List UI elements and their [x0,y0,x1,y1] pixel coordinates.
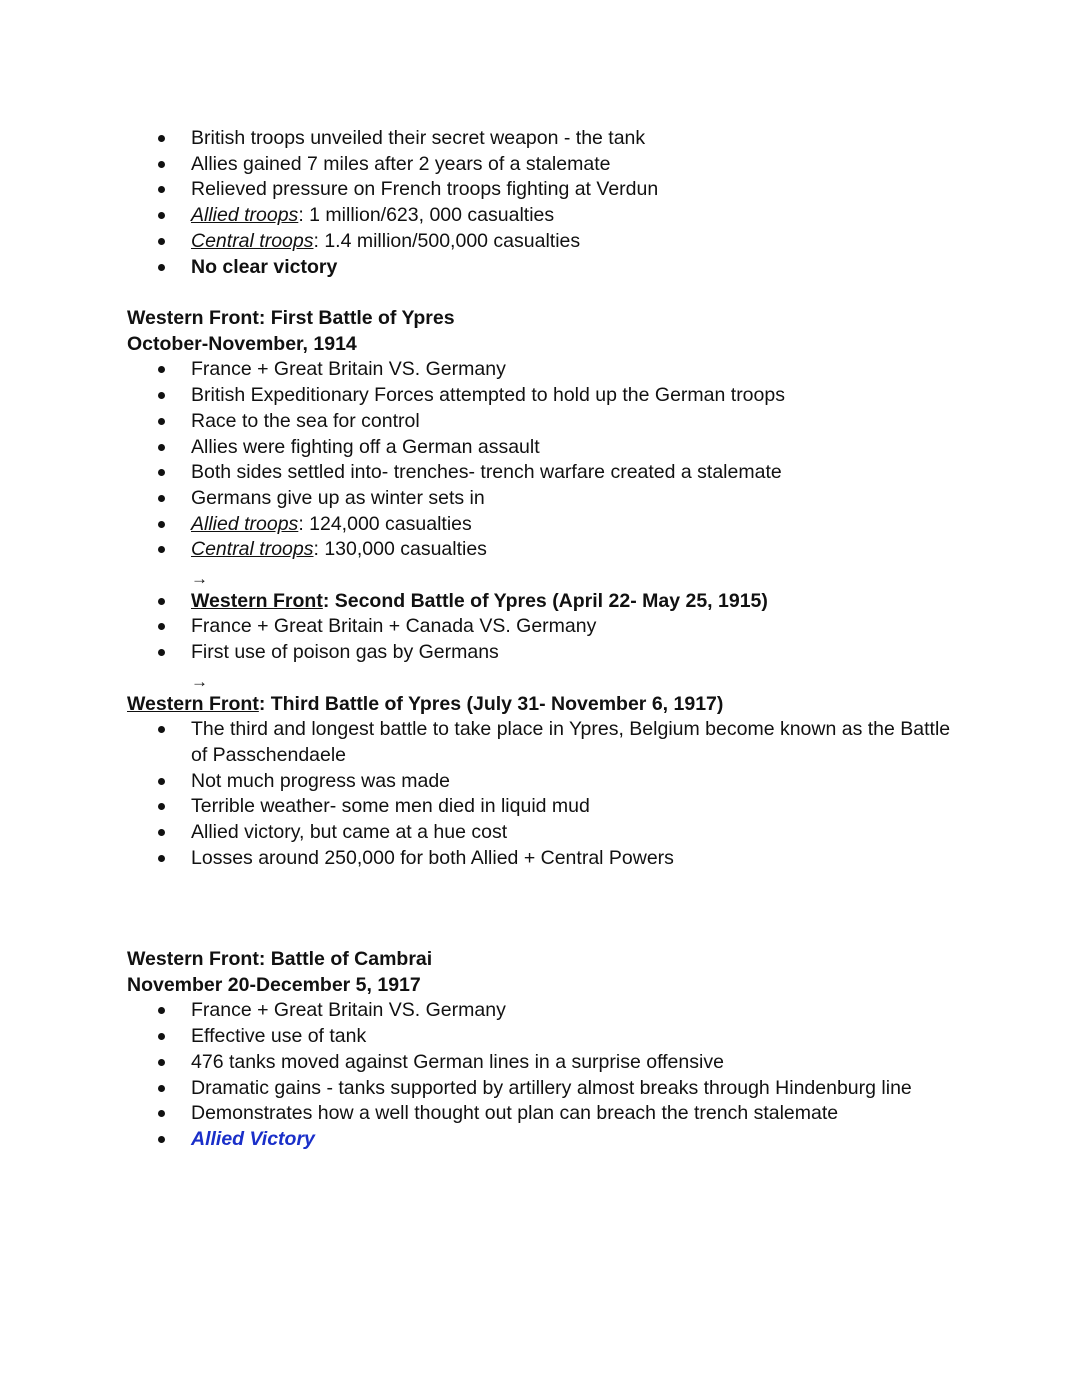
section-title: Western Front: Third Battle of Ypres (July 31- November 6, 1917) [127,692,724,715]
western-front-link[interactable]: Western Front [191,589,323,612]
list-item: Not much progress was made [127,769,1027,795]
list-item: Allies gained 7 miles after 2 years of a stalemate [127,152,1027,178]
bullet-icon [158,418,165,425]
bullet-icon [158,135,165,142]
list-item: France + Great Britain VS. Germany [127,998,1027,1024]
central-troops-link[interactable]: Central troops [191,538,314,561]
section-date: October-November, 1914 [127,332,357,355]
list-item: Germans give up as winter sets in [127,486,1027,512]
list-item: Effective use of tank [127,1024,1027,1050]
list-item: France + Great Britain + Canada VS. Germany [127,614,1027,640]
bullet-icon [158,829,165,836]
bullet-icon [158,649,165,656]
bullet-icon [158,1085,165,1092]
section-title: Western Front: First Battle of Ypres [127,307,455,329]
allied-victory-label: Allied Victory [191,1127,315,1150]
list-item: Central troops: 130,000 casualties [127,537,1027,563]
list-item: Dramatic gains - tanks supported by artillery almost breaks through Hindenburg line [127,1076,1027,1102]
bullet-icon [158,855,165,862]
allied-troops-link[interactable]: Allied troops [191,204,299,227]
list-item: Both sides settled into- trenches- trench warfare created a stalemate [127,460,1027,486]
bullet-icon [158,546,165,553]
bullet-icon [158,186,165,193]
bullet-icon [158,521,165,528]
list-item: France + Great Britain VS. Germany [127,357,1027,383]
ypres1-list [127,357,1027,563]
bullet-icon [158,1007,165,1014]
list-item: Allied victory, but came at a hue cost [127,820,1027,846]
list-item [127,589,1027,615]
list-item: The third and longest battle to take place in Ypres, Belgium become known as the Battle of Passchendaele [127,717,1027,768]
list-item: Relieved pressure on French troops fighting at Verdun [127,177,1027,203]
ypres2-list [127,589,1027,666]
list-item: No clear victory [127,255,1027,281]
bullet-icon [158,623,165,630]
bullet-icon [158,469,165,476]
western-front-link[interactable]: Western Front [127,692,259,715]
bullet-icon [158,238,165,245]
list-item: Central troops: 1.4 million/500,000 casualties [127,229,1027,255]
list-item: Terrible weather- some men died in liquid mud [127,794,1027,820]
list-item: Allied troops: 1 million/623, 000 casualties [127,203,1027,229]
list-item: Demonstrates how a well thought out plan can breach the trench stalemate [127,1101,1027,1127]
bullet-icon [158,1110,165,1117]
bullet-icon [158,444,165,451]
bullet-icon [158,392,165,399]
list-item: First use of poison gas by Germans [127,640,1027,666]
bullet-icon [158,366,165,373]
bullet-icon [158,726,165,733]
intro-list [127,126,1027,280]
central-troops-link[interactable]: Central troops [191,229,314,252]
bullet-icon [158,212,165,219]
bullet-icon [158,161,165,168]
bullet-icon [158,803,165,810]
list-item: Race to the sea for control [127,409,1027,435]
bullet-icon [158,1059,165,1066]
list-item: Allies were fighting off a German assault [127,435,1027,461]
list-item: Losses around 250,000 for both Allied + Central Powers [127,846,1027,872]
ypres3-list [127,717,1027,871]
bullet-icon [158,264,165,271]
list-item: Allied troops: 124,000 casualties [127,512,1027,538]
list-item: British troops unveiled their secret weapon - the tank [127,126,1027,152]
arrow-icon: → [191,569,208,589]
section-ypres-1 [127,306,1027,871]
bullet-icon [158,598,165,605]
cambrai-list [127,998,1027,1152]
section-intro [127,126,1027,280]
bullet-icon [158,778,165,785]
bullet-icon [158,1033,165,1040]
allied-troops-link[interactable]: Allied troops [191,512,299,535]
list-item: British Expeditionary Forces attempted to hold up the German troops [127,383,1027,409]
section-cambrai [127,947,1027,1153]
section-title: Western Front: Second Battle of Ypres (April 22- May 25, 1915) [191,589,768,612]
section-date: November 20-December 5, 1917 [127,973,421,996]
bullet-icon [158,495,165,502]
section-title: Western Front: Battle of Cambrai [127,948,433,970]
bullet-icon [158,1136,165,1143]
list-item [127,1127,1027,1153]
arrow-icon: → [191,671,208,691]
list-item: 476 tanks moved against German lines in a surprise offensive [127,1050,1027,1076]
